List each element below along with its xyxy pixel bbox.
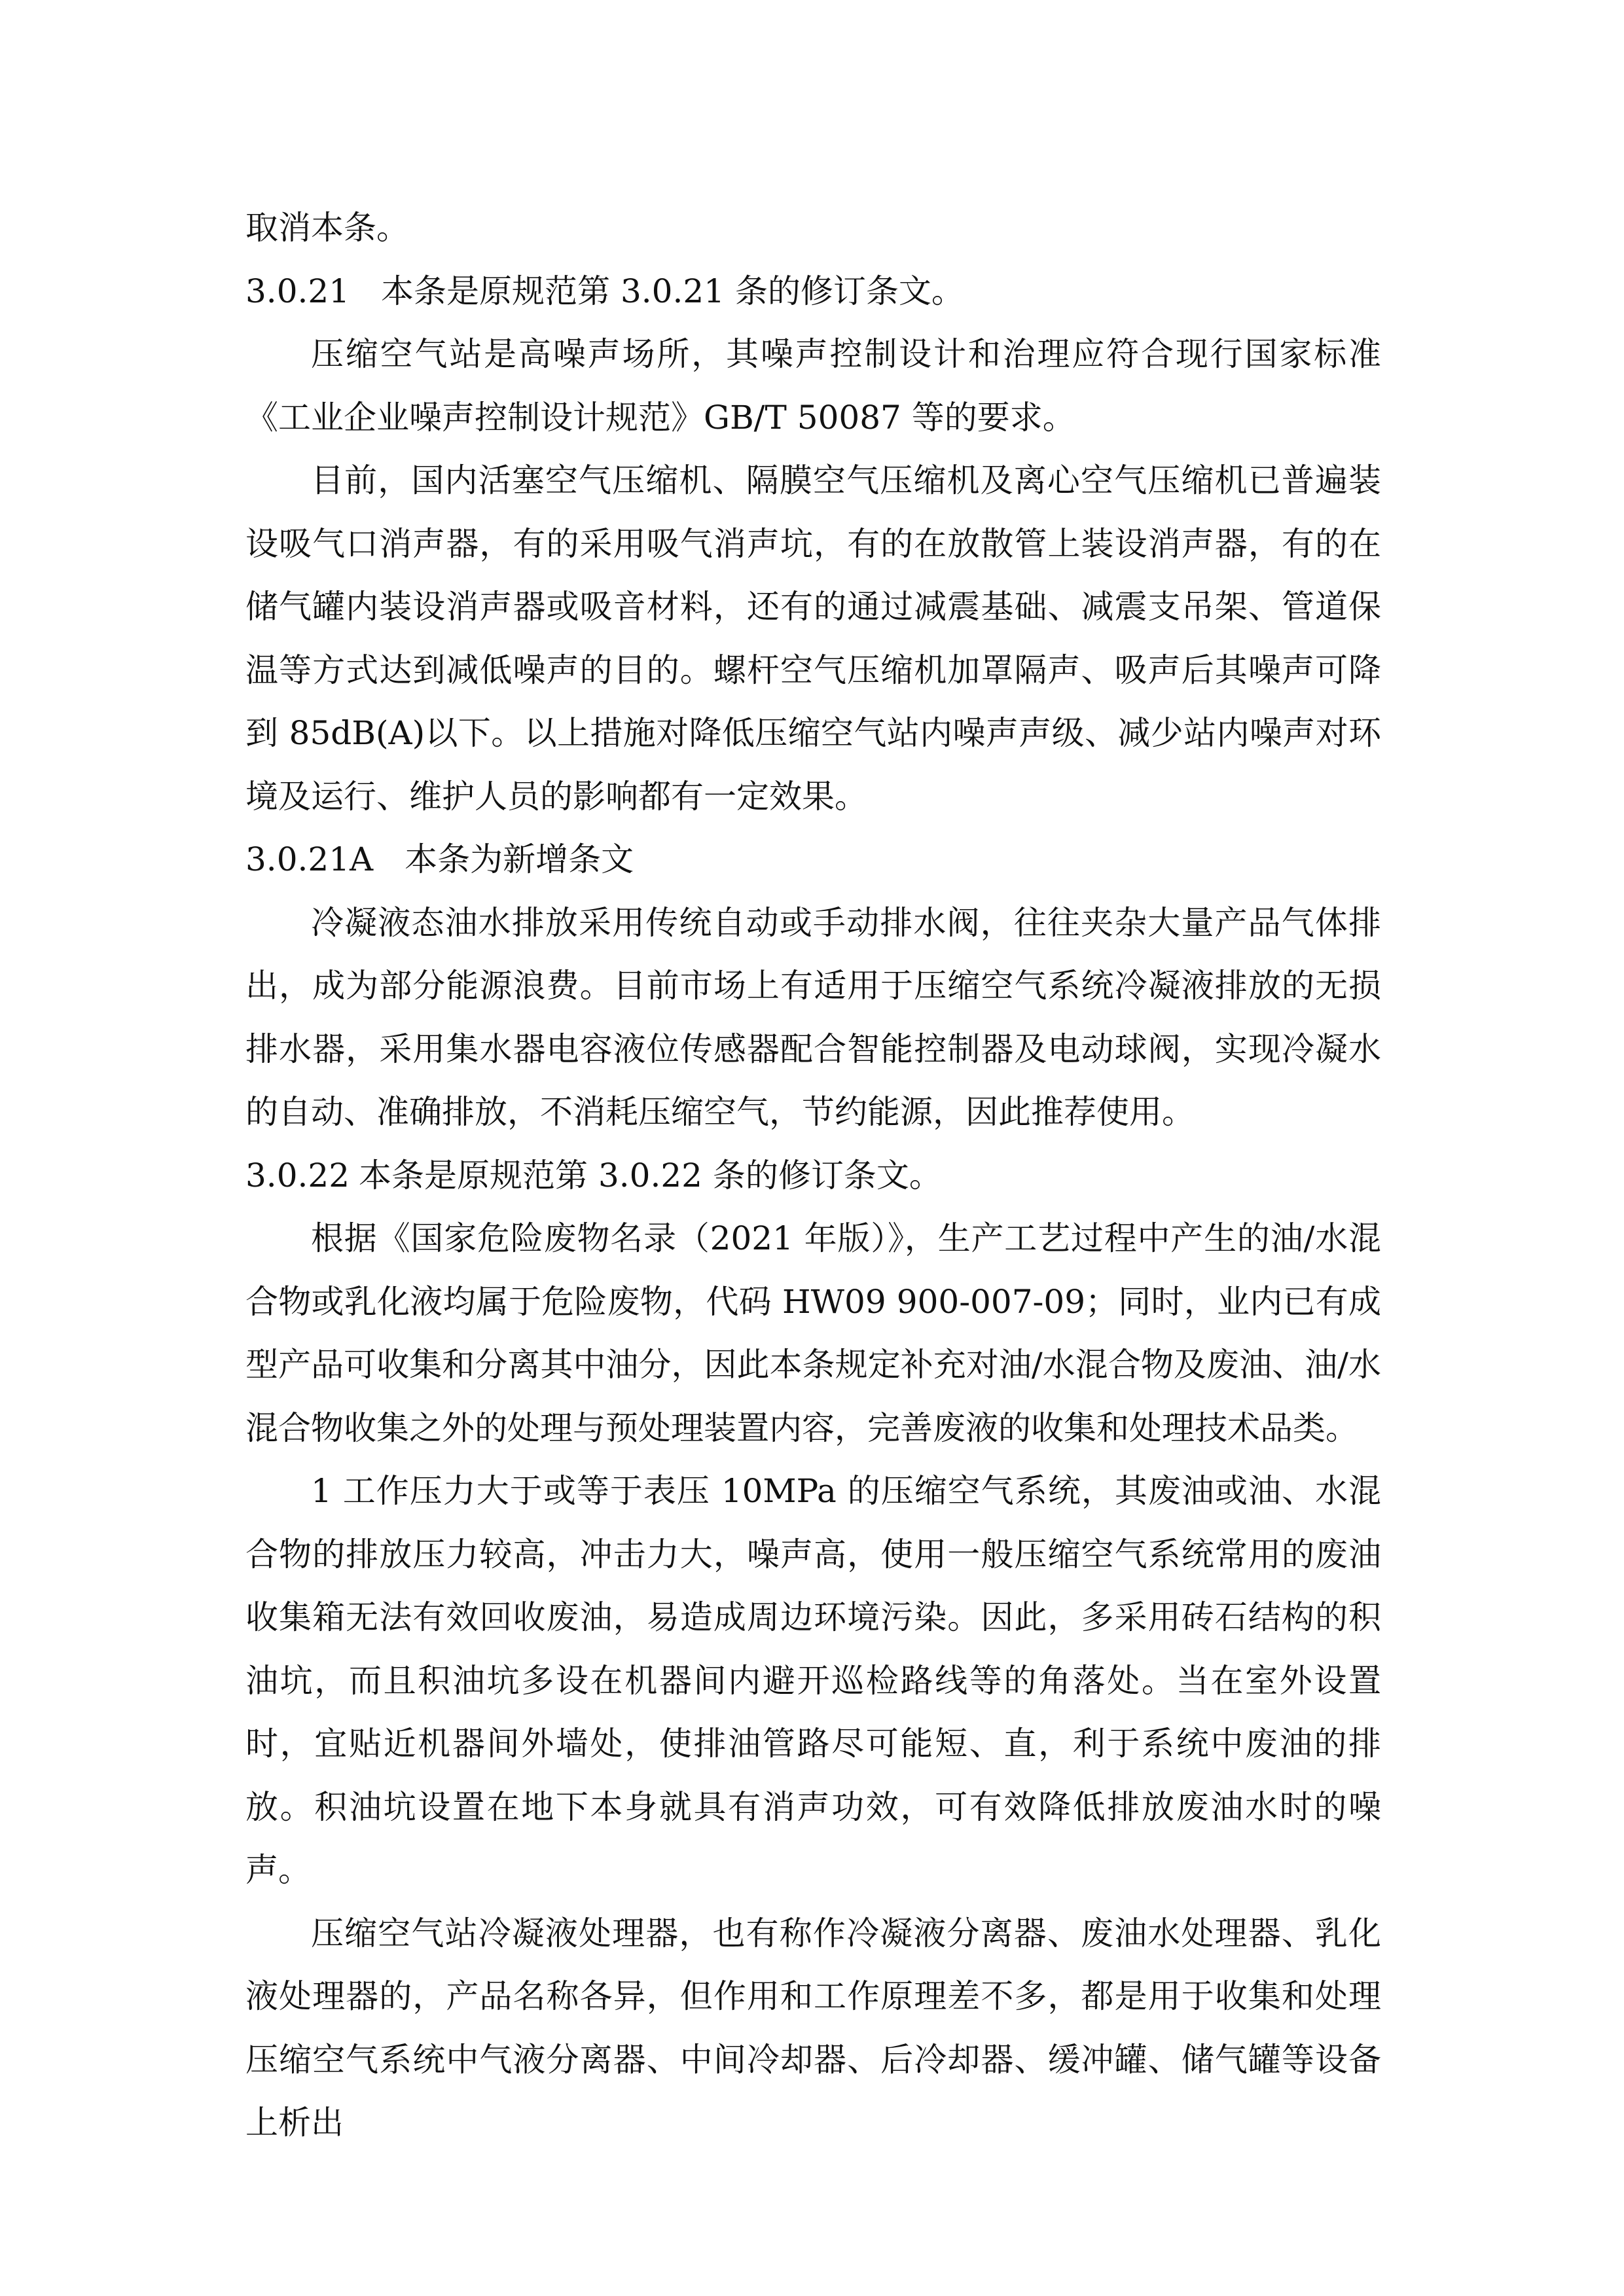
document-body (245, 196, 1381, 2155)
clause-heading-3-0-21a (245, 828, 1381, 891)
clause-number: 3.0.21 (245, 272, 350, 310)
paragraph-item-1-oil-pit: 1 工作压力大于或等于表压 10MPa 的压缩空气系统，其废油或油、水混合物的排放压力较高，冲击力大，噪声高，使用一般压缩空气系统常用的废油收集箱无法有效回收废油，易造成周边环境污染。因此，多采用砖石结构的积油坑，而且积油坑多设在机器间内避开巡检路线等的角落处。当在室外设置时，宜贴近机器间外墙处，使排油管路尽可能短、直，利于系统中废油的排放。积油坑设置在地下本身就具有消声功效，可有效降低排放废油水时的噪声。 (245, 1472, 1381, 1889)
clause-number: 3.0.21A (245, 840, 374, 878)
clause-heading-3-0-22 (245, 1144, 1381, 1208)
clause-heading-3-0-21 (245, 260, 1381, 323)
paragraph-noise-standard: 压缩空气站是高噪声场所，其噪声控制设计和治理应符合现行国家标准《工业企业噪声控制设计规范》GB/T 50087 等的要求。 (245, 335, 1381, 437)
clause-title: 本条为新增条文 (405, 840, 634, 878)
paragraph-hazardous-waste: 根据《国家危险废物名录（2021 年版）》，生产工艺过程中产生的油/水混合物或乳化液均属于危险废物，代码 HW09 900-007-09；同时，业内已有成型产品可收集和分离其中油分，因此本条规定补充对油/水混合物及废油、油/水混合物收集之外的处理与预处理装置内容，完善废液的收集和处理技术品类。 (245, 1219, 1381, 1447)
paragraph-condensate-drain: 冷凝液态油水排放采用传统自动或手动排水阀，往往夹杂大量产品气体排出，成为部分能源浪费。目前市场上有适用于压缩空气系统冷凝液排放的无损排水器，采用集水器电容液位传感器配合智能控制器及电动球阀，实现冷凝水的自动、准确排放，不消耗压缩空气，节约能源，因此推荐使用。 (245, 903, 1381, 1131)
clause-number: 3.0.22 (245, 1156, 350, 1194)
clause-title: 本条是原规范第 3.0.22 条的修订条文。 (359, 1156, 942, 1194)
paragraph-condensate-processor: 压缩空气站冷凝液处理器，也有称作冷凝液分离器、废油水处理器、乳化液处理器的，产品名称各异，但作用和工作原理差不多，都是用于收集和处理压缩空气系统中气液分离器、中间冷却器、后冷却器、缓冲罐、储气罐等设备上析出 (245, 1914, 1381, 2142)
paragraph-cancel: 取消本条。 (245, 209, 409, 247)
clause-title: 本条是原规范第 3.0.21 条的修订条文。 (381, 272, 964, 310)
paragraph-noise-measures: 目前，国内活塞空气压缩机、隔膜空气压缩机及离心空气压缩机已普遍装设吸气口消声器，有的采用吸气消声坑，有的在放散管上装设消声器，有的在储气罐内装设消声器或吸音材料，还有的通过减震基础、减震支吊架、管道保温等方式达到减低噪声的目的。螺杆空气压缩机加罩隔声、吸声后其噪声可降到 85dB(A)以下。以上措施对降低压缩空气站内噪声声级、减少站内噪声对环境及运行、维护人员的影响都有一定效果。 (245, 461, 1381, 816)
